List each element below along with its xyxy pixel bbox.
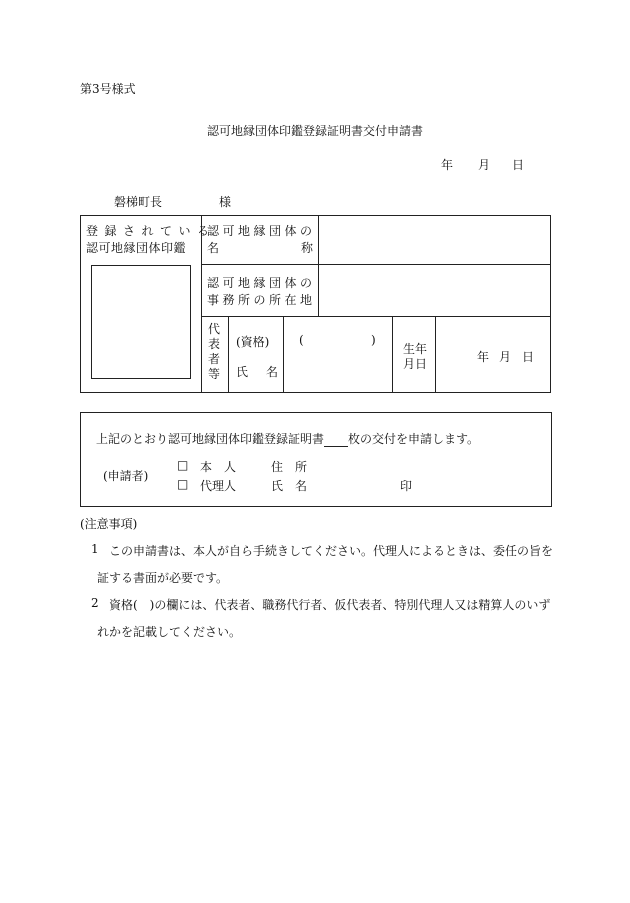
seal-impression-box[interactable] [91, 265, 191, 379]
qualification-paren-close: ) [371, 333, 376, 347]
application-box [80, 412, 552, 507]
statement-post: 枚の交付を申請します。 [348, 432, 480, 446]
group-office-label-line1: 認可地縁団体の [207, 276, 316, 290]
self-checkbox[interactable]: □ [177, 458, 189, 472]
rep-char-3: 者 [207, 352, 220, 366]
representative-input[interactable] [285, 318, 390, 390]
rep-char-4: 等 [207, 367, 220, 381]
note-2-number: 2 [91, 596, 99, 610]
birth-label-line2: 月日 [403, 357, 428, 371]
seal-mark: 印 [400, 479, 413, 493]
note-2-line-1: 資格( )の欄には、代表者、職務代行者、仮代表者、特別代理人又は精算人のいず [109, 598, 551, 612]
name-label: 氏 名 [271, 479, 308, 493]
application-statement [96, 430, 479, 447]
date-month-label: 月 [478, 158, 491, 172]
group-name-label-a: 名 [207, 241, 220, 255]
note-1-line-2: 証する書面が必要です。 [97, 571, 229, 585]
notes-heading: (注意事項) [80, 517, 138, 531]
statement-pre: 上記のとおり認可地縁団体印鑑登録証明書 [96, 432, 325, 446]
seal-label-line1 [86, 222, 216, 239]
date-day-label: 日 [512, 158, 525, 172]
representative-label [206, 322, 222, 382]
group-name-input[interactable] [320, 217, 548, 262]
seal-label-line2: 認可地縁団体印鑑 [86, 241, 187, 255]
applicant-label: (申請者) [103, 469, 149, 483]
seal-label-text-1: 登録されている [86, 224, 216, 238]
name-label-b: 名 [266, 365, 279, 379]
note-2-line-2: れかを記載してください。 [97, 625, 242, 639]
address-label: 住 所 [271, 460, 308, 474]
birth-date-input[interactable] [437, 318, 548, 390]
group-name-label-line1: 認可地縁団体の [207, 224, 316, 238]
addressee-name: 磐梯町長 [114, 195, 163, 209]
qualification-paren-open: ( [299, 333, 304, 347]
birth-label-line1: 生年 [403, 342, 428, 356]
addressee-honorific: 様 [219, 195, 232, 209]
document-title: 認可地縁団体印鑑登録証明書交付申請書 [207, 124, 424, 138]
birth-year-label: 年 [477, 350, 490, 364]
self-label: 本 人 [200, 460, 237, 474]
note-1-line-1: この申請書は、本人が自ら手続きしてください。代理人によるときは、委任の旨を [109, 544, 554, 558]
rep-char-2: 表 [207, 337, 220, 351]
birth-month-label: 月 [499, 350, 512, 364]
birth-day-label: 日 [522, 350, 535, 364]
proxy-label: 代理人 [200, 479, 237, 493]
date-year-label: 年 [441, 158, 454, 172]
group-office-label-line2: 事務所の所在地 [207, 293, 316, 307]
form-number: 第3号様式 [80, 82, 136, 96]
name-label-a: 氏 [236, 365, 249, 379]
copies-input[interactable] [324, 434, 348, 447]
group-name-label-b: 称 [301, 241, 314, 255]
rep-char-1: 代 [207, 322, 220, 336]
qualification-label: (資格) [236, 335, 270, 349]
group-office-input[interactable] [320, 268, 548, 313]
note-1-number: 1 [91, 542, 99, 556]
proxy-checkbox[interactable]: □ [177, 477, 189, 491]
